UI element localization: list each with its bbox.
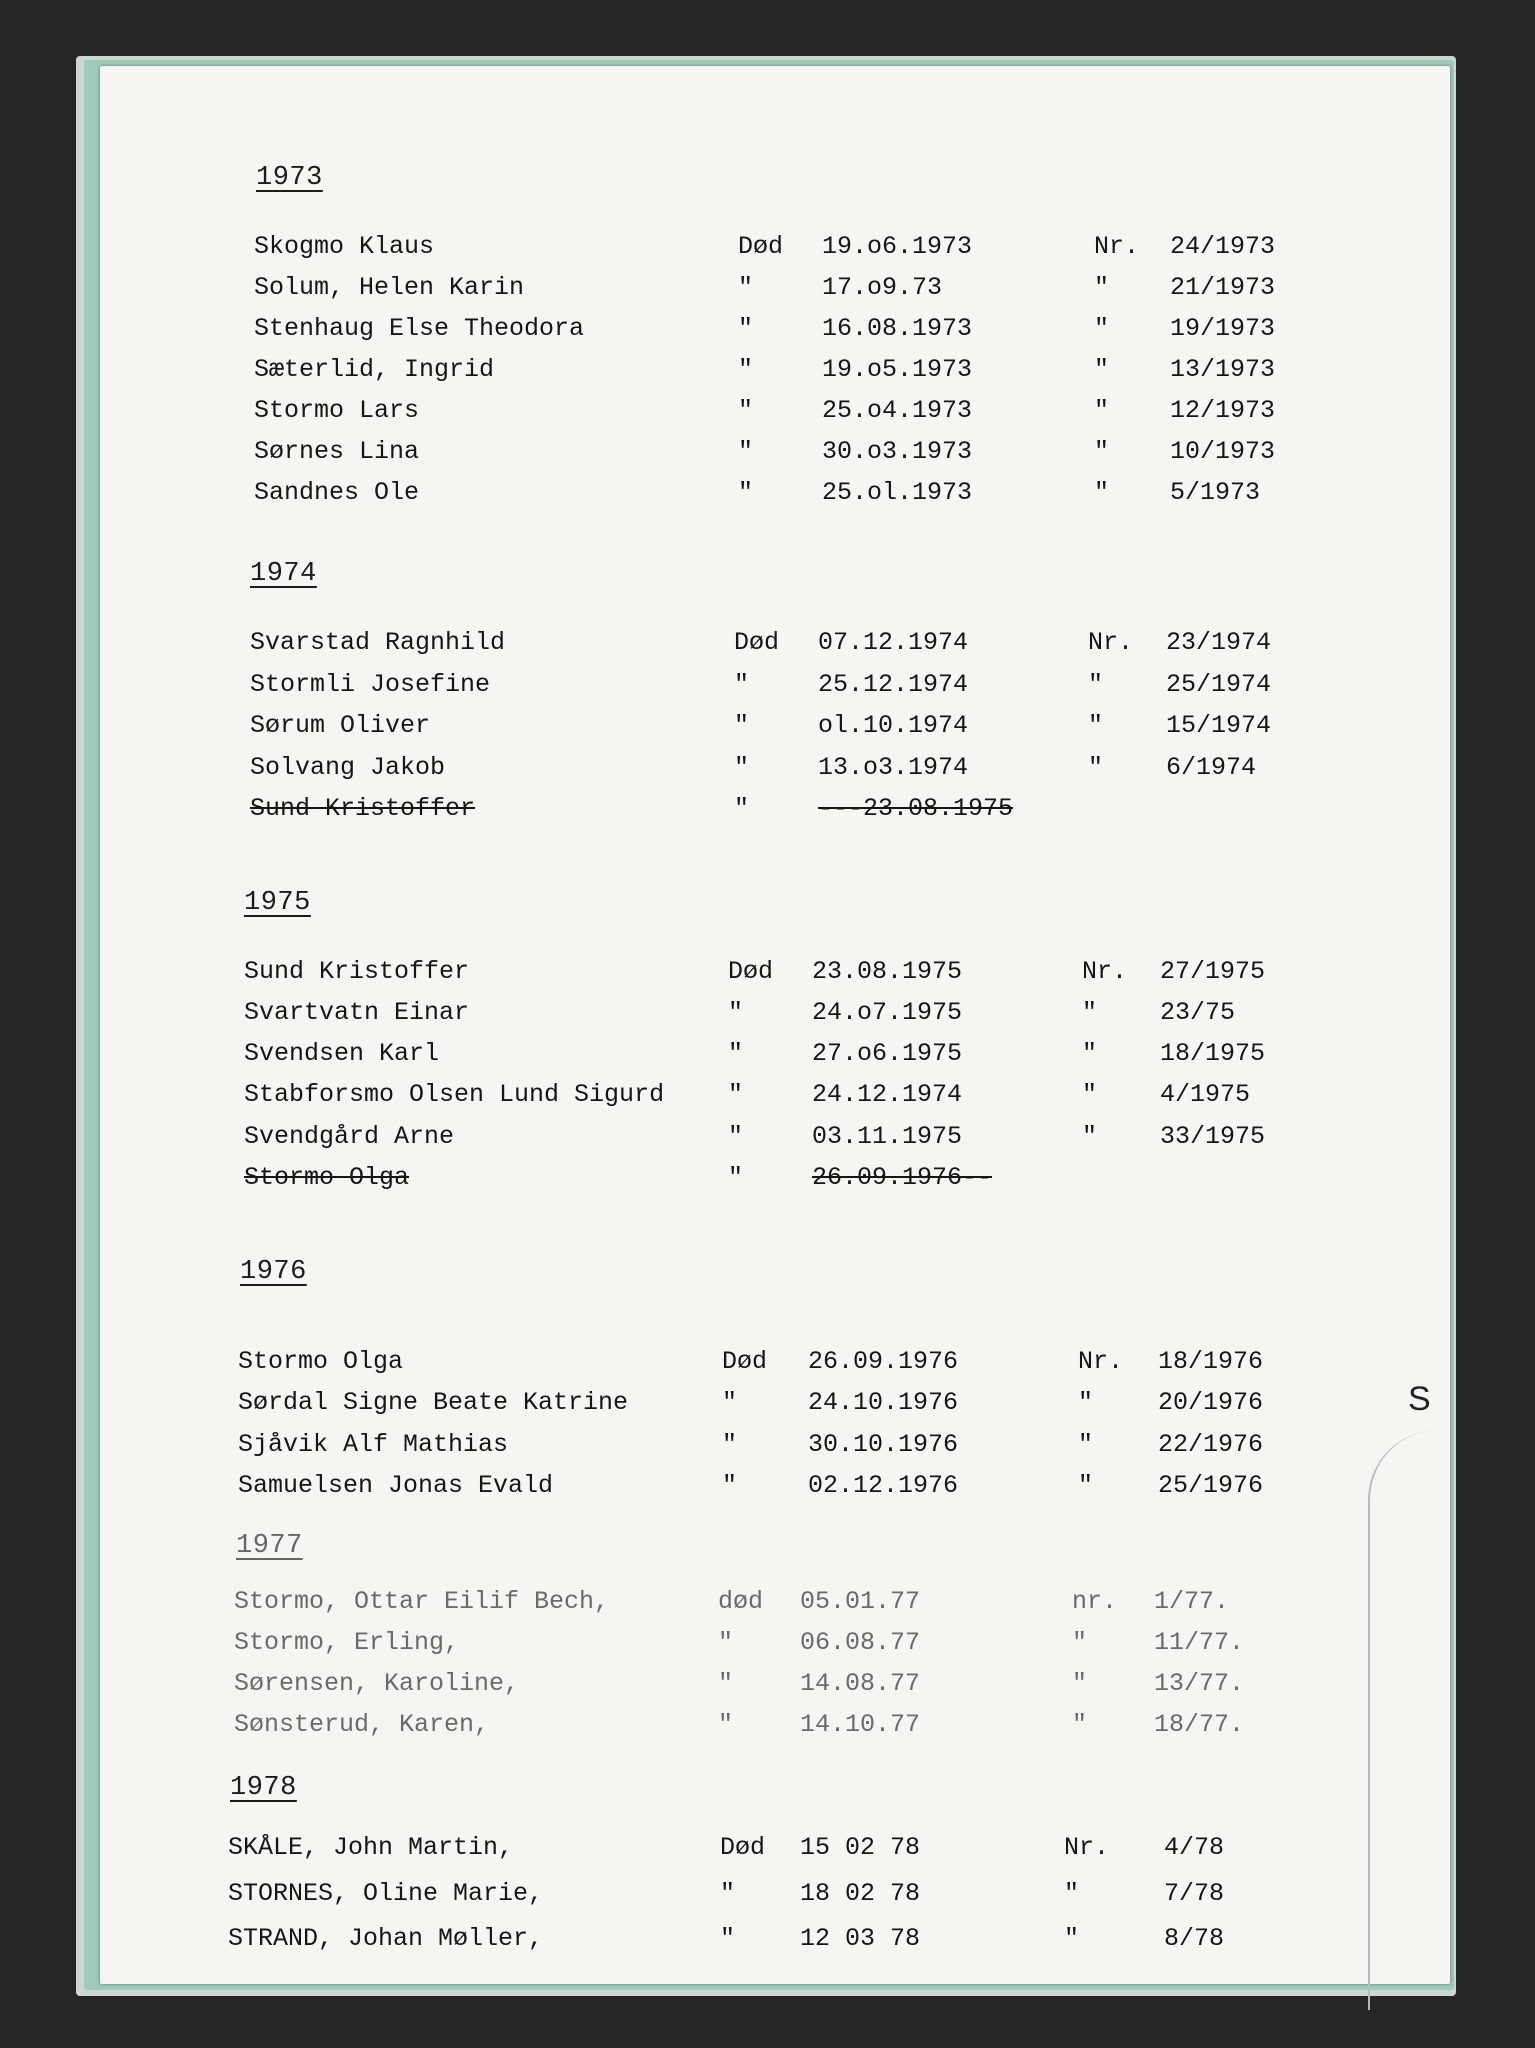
- entry-date: 19.o6.1973: [822, 232, 973, 261]
- entry-nr-label: ": [1072, 1710, 1088, 1739]
- entry-nr: 10/1973: [1170, 437, 1276, 466]
- year-heading-1976: 1976: [240, 1257, 307, 1287]
- entry-nr: 12/1973: [1170, 396, 1276, 425]
- entry-nr-label: ": [1094, 437, 1110, 466]
- register-entry: [0, 1039, 1400, 1075]
- year-heading-1978: 1978: [230, 1773, 297, 1803]
- entry-status: ": [738, 314, 754, 343]
- entry-name: Skogmo Klaus: [254, 232, 435, 261]
- entry-nr: 25/1974: [1166, 670, 1272, 699]
- entry-name: Stormo Olga: [244, 1163, 410, 1192]
- entry-name: Stormo Olga: [238, 1347, 404, 1376]
- entry-nr: 18/1976: [1158, 1347, 1264, 1376]
- entry-date: 12 03 78: [800, 1924, 921, 1953]
- entry-nr-label: ": [1082, 1122, 1098, 1151]
- entry-name: STORNES, Oline Marie,: [228, 1879, 544, 1908]
- entry-date: 30.10.1976: [808, 1430, 959, 1459]
- entry-nr: 21/1973: [1170, 273, 1276, 302]
- entry-nr: 4/78: [1164, 1833, 1225, 1862]
- register-entry: [0, 1388, 1400, 1424]
- entry-name: Stormli Josefine: [250, 670, 491, 699]
- entry-status: ": [734, 670, 750, 699]
- register-entry: [0, 273, 1400, 309]
- entry-nr: 13/1973: [1170, 355, 1276, 384]
- register-entry: [0, 1471, 1400, 1507]
- entry-nr: 27/1975: [1160, 957, 1266, 986]
- entry-date: 19.o5.1973: [822, 355, 973, 384]
- entry-nr-label: ": [1094, 273, 1110, 302]
- entry-name: Stormo, Erling,: [234, 1628, 460, 1657]
- entry-name: Sandnes Ole: [254, 478, 420, 507]
- entry-name: Sund Kristoffer: [244, 957, 470, 986]
- entry-nr: 1/77.: [1154, 1587, 1230, 1616]
- entry-nr: 8/78: [1164, 1924, 1225, 1953]
- entry-nr: 18/1975: [1160, 1039, 1266, 1068]
- entry-nr: 23/1974: [1166, 628, 1272, 657]
- entry-nr-label: ": [1072, 1628, 1088, 1657]
- register-entry: [0, 437, 1400, 473]
- register-entry: [0, 998, 1400, 1034]
- entry-status: ": [728, 998, 744, 1027]
- entry-nr-label: ": [1082, 998, 1098, 1027]
- entry-nr: 13/77.: [1154, 1669, 1245, 1698]
- register-entry: [0, 711, 1400, 747]
- entry-date: 07.12.1974: [818, 628, 969, 657]
- entry-date: ol.10.1974: [818, 711, 969, 740]
- entry-nr-label: Nr.: [1078, 1347, 1124, 1376]
- entry-name: Sønsterud, Karen,: [234, 1710, 490, 1739]
- entry-name: Sørum Oliver: [250, 711, 431, 740]
- entry-name: Sjåvik Alf Mathias: [238, 1430, 509, 1459]
- entry-date: 06.08.77: [800, 1628, 921, 1657]
- entry-status: ": [738, 437, 754, 466]
- entry-status: ": [718, 1669, 734, 1698]
- entry-nr-label: ": [1088, 753, 1104, 782]
- entry-status: Død: [738, 232, 784, 261]
- entry-date: 23.08.1975: [812, 957, 963, 986]
- entry-nr: 18/77.: [1154, 1710, 1245, 1739]
- entry-name: Samuelsen Jonas Evald: [238, 1471, 554, 1500]
- entry-date: 24.12.1974: [812, 1080, 963, 1109]
- register-entry: [0, 1080, 1400, 1116]
- entry-status: ": [734, 794, 750, 823]
- entry-nr: 4/1975: [1160, 1080, 1251, 1109]
- entry-name: Svendsen Karl: [244, 1039, 440, 1068]
- entry-status: ": [738, 355, 754, 384]
- entry-nr-label: ": [1078, 1430, 1094, 1459]
- entry-nr-label: ": [1078, 1471, 1094, 1500]
- register-entry: [0, 1833, 1400, 1869]
- entry-name: Sæterlid, Ingrid: [254, 355, 495, 384]
- entry-status: Død: [720, 1833, 766, 1862]
- register-entry: [0, 1587, 1400, 1623]
- entry-nr: 6/1974: [1166, 753, 1257, 782]
- entry-nr-label: ": [1094, 314, 1110, 343]
- entry-nr: 23/75: [1160, 998, 1236, 1027]
- entry-nr: 22/1976: [1158, 1430, 1264, 1459]
- entry-name: Sørnes Lina: [254, 437, 420, 466]
- entry-date: 14.08.77: [800, 1669, 921, 1698]
- entry-nr-label: Nr.: [1094, 232, 1140, 261]
- year-heading-1977: 1977: [236, 1531, 303, 1561]
- entry-name: STRAND, Johan Møller,: [228, 1924, 544, 1953]
- register-entry: [0, 1924, 1400, 1960]
- register-entry: [0, 1628, 1400, 1664]
- entry-name: SKÅLE, John Martin,: [228, 1833, 514, 1862]
- entry-nr: 5/1973: [1170, 478, 1261, 507]
- entry-date: ---23.08.1975: [818, 794, 1014, 823]
- entry-nr-label: Nr.: [1064, 1833, 1110, 1862]
- entry-name: Solvang Jakob: [250, 753, 446, 782]
- entry-nr-label: ": [1078, 1388, 1094, 1417]
- entry-status: ": [720, 1879, 736, 1908]
- entry-status: Død: [734, 628, 780, 657]
- register-entry: [0, 232, 1400, 268]
- entry-status: ": [728, 1122, 744, 1151]
- entry-date: 24.10.1976: [808, 1388, 959, 1417]
- register-entry: [0, 478, 1400, 514]
- entry-status: ": [720, 1924, 736, 1953]
- entry-date: 13.o3.1974: [818, 753, 969, 782]
- entry-status: ": [718, 1710, 734, 1739]
- entry-date: 02.12.1976: [808, 1471, 959, 1500]
- entry-nr-label: Nr.: [1088, 628, 1134, 657]
- entry-date: 26.09.1976: [808, 1347, 959, 1376]
- entry-name: Sørdal Signe Beate Katrine: [238, 1388, 629, 1417]
- entry-status: ": [722, 1430, 738, 1459]
- entry-status: ": [722, 1471, 738, 1500]
- index-tab-letter: S: [1408, 1380, 1431, 1418]
- entry-date: 05.01.77: [800, 1587, 921, 1616]
- register-entry: [0, 1430, 1400, 1466]
- entry-name: Solum, Helen Karin: [254, 273, 525, 302]
- entry-nr-label: Nr.: [1082, 957, 1128, 986]
- entry-status: Død: [722, 1347, 768, 1376]
- register-entry: [0, 628, 1400, 664]
- entry-nr-label: ": [1082, 1039, 1098, 1068]
- entry-date: 25.o4.1973: [822, 396, 973, 425]
- entry-name: Stabforsmo Olsen Lund Sigurd: [244, 1080, 665, 1109]
- entry-nr: 11/77.: [1154, 1628, 1245, 1657]
- year-heading-1974: 1974: [250, 559, 317, 589]
- register-entry: [0, 314, 1400, 350]
- entry-date: 17.o9.73: [822, 273, 943, 302]
- entry-nr-label: ": [1094, 478, 1110, 507]
- register-entry: [0, 1122, 1400, 1158]
- entry-nr-label: ": [1094, 396, 1110, 425]
- register-entry: [0, 1710, 1400, 1746]
- entry-date: 25.12.1974: [818, 670, 969, 699]
- entry-status: ": [738, 396, 754, 425]
- entry-nr-label: ": [1088, 670, 1104, 699]
- entry-nr-label: ": [1088, 711, 1104, 740]
- year-heading-1975: 1975: [244, 888, 311, 918]
- register-entry: [0, 396, 1400, 432]
- entry-nr: 20/1976: [1158, 1388, 1264, 1417]
- entry-nr-label: nr.: [1072, 1587, 1118, 1616]
- entry-status: Død: [728, 957, 774, 986]
- register-entry: [0, 1879, 1400, 1915]
- entry-status: død: [718, 1587, 764, 1616]
- register-entry: [0, 753, 1400, 789]
- entry-status: ": [738, 478, 754, 507]
- entry-date: 25.ol.1973: [822, 478, 973, 507]
- entry-name: Svendgård Arne: [244, 1122, 455, 1151]
- entry-status: ": [738, 273, 754, 302]
- entry-nr-label: ": [1082, 1080, 1098, 1109]
- entry-status: ": [722, 1388, 738, 1417]
- entry-name: Sund Kristoffer: [250, 794, 476, 823]
- entry-nr: 7/78: [1164, 1879, 1225, 1908]
- year-heading-1973: 1973: [256, 163, 323, 193]
- entry-nr: 19/1973: [1170, 314, 1276, 343]
- entry-date: 03.11.1975: [812, 1122, 963, 1151]
- entry-status: ": [728, 1080, 744, 1109]
- register-entry: [0, 1669, 1400, 1705]
- entry-nr: 33/1975: [1160, 1122, 1266, 1151]
- entry-name: Stormo, Ottar Eilif Bech,: [234, 1587, 610, 1616]
- register-entry: [0, 794, 1400, 830]
- entry-nr: 24/1973: [1170, 232, 1276, 261]
- entry-name: Svarstad Ragnhild: [250, 628, 506, 657]
- entry-name: Stenhaug Else Theodora: [254, 314, 585, 343]
- entry-date: 18 02 78: [800, 1879, 921, 1908]
- entry-date: 30.o3.1973: [822, 437, 973, 466]
- entry-date: 15 02 78: [800, 1833, 921, 1862]
- entry-date: 27.o6.1975: [812, 1039, 963, 1068]
- entry-nr-label: ": [1072, 1669, 1088, 1698]
- entry-name: Sørensen, Karoline,: [234, 1669, 520, 1698]
- register-entry: [0, 670, 1400, 706]
- entry-status: ": [728, 1039, 744, 1068]
- register-entry: [0, 1163, 1400, 1199]
- register-entry: [0, 1347, 1400, 1383]
- entry-nr-label: ": [1064, 1924, 1080, 1953]
- entry-status: ": [734, 753, 750, 782]
- entry-nr-label: ": [1094, 355, 1110, 384]
- entry-status: ": [728, 1163, 744, 1192]
- register-entry: [0, 355, 1400, 391]
- entry-nr: 25/1976: [1158, 1471, 1264, 1500]
- entry-date: 24.o7.1975: [812, 998, 963, 1027]
- register-entry: [0, 957, 1400, 993]
- entry-date: 26.09.1976--: [812, 1163, 993, 1192]
- entry-name: Stormo Lars: [254, 396, 420, 425]
- entry-status: ": [718, 1628, 734, 1657]
- entry-status: ": [734, 711, 750, 740]
- entry-name: Svartvatn Einar: [244, 998, 470, 1027]
- entry-nr: 15/1974: [1166, 711, 1272, 740]
- entry-date: 14.10.77: [800, 1710, 921, 1739]
- entry-date: 16.08.1973: [822, 314, 973, 343]
- entry-nr-label: ": [1064, 1879, 1080, 1908]
